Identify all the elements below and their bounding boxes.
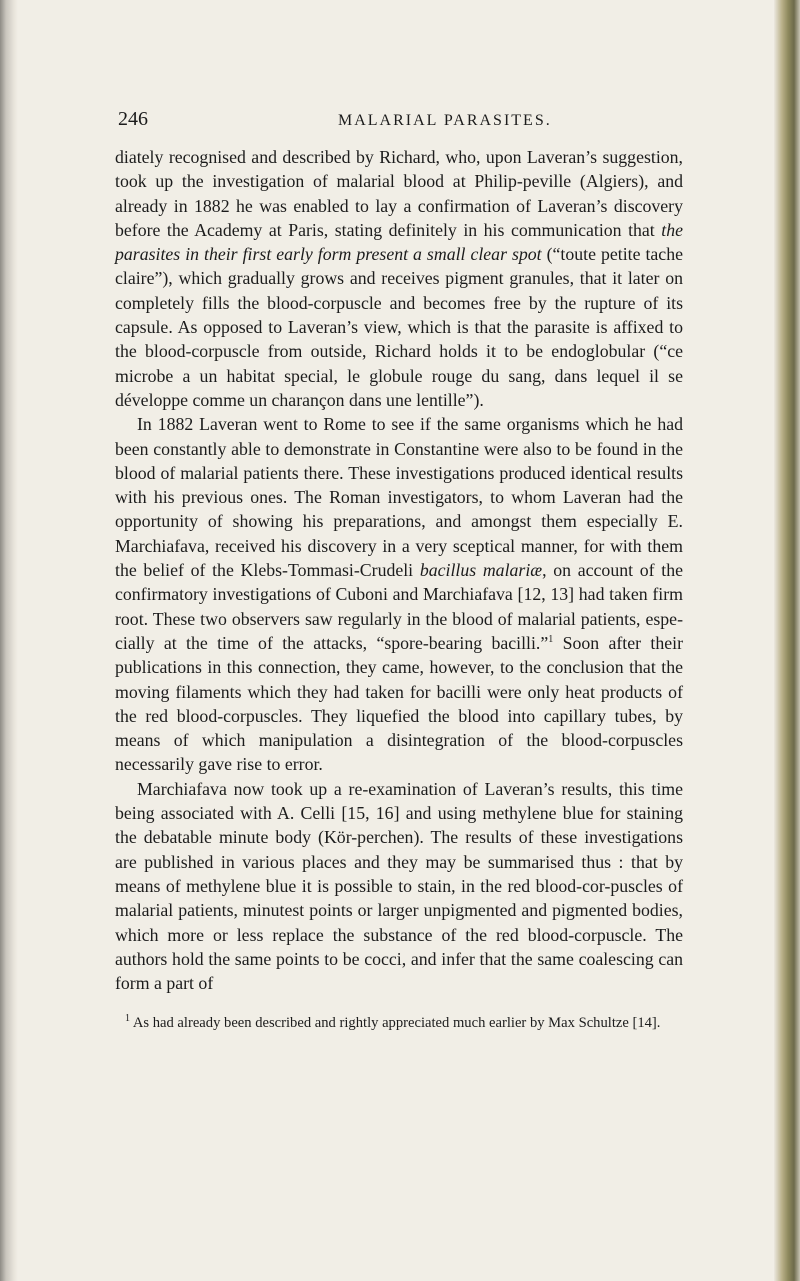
- italic-text: bacillus malariæ: [419, 560, 543, 581]
- italic-text: the parasites in their first early form present a small clear spot: [115, 219, 683, 265]
- text-run: In 1882 Laveran went to Rome to see if the same organisms which he had been constantly able to demonstrate in Constantine were also to be found in the blood of malarial patients there. These investigations produced identical results with his previous ones. The Roman investigators, to whom Laveran had the opportunity of showing his preparations, and amongst them especially E. Marchiafava, received his discovery in a very sceptical manner, for with them the belief of the Klebs-Tommasi-Crudeli: [115, 414, 683, 581]
- text-run: , on account of the confirmatory investigations of Cuboni and Marchiafava [12, 13] had taken firm root. These two observers saw regularly in the blood of malarial patients, espe-cially at the time of the attacks, “spore-bearing bacilli.”: [115, 560, 683, 653]
- page-right-edge: [774, 0, 800, 1281]
- paragraph: [115, 412, 683, 776]
- text-run: diately recognised and described by Richard, who, upon Laveran’s suggestion, took up the investigation of malarial blood at Philip-peville (Algiers), and already in 1882 he was enabled to lay a confirmation of Laveran’s discovery before the Academy at Paris, stating definitely in his communication that: [115, 147, 683, 240]
- running-title: MALARIAL PARASITES.: [338, 112, 552, 129]
- body-text: [115, 145, 683, 995]
- page-left-edge: [0, 0, 18, 1281]
- page-header: [118, 108, 718, 136]
- footnote: [115, 1013, 683, 1033]
- text-run: Soon after their publications in this connection, they came, however, to the conclusion that the moving filaments which they had taken for bacilli were only heat products of the red blood-corpuscles. They liquefied the blood into capillary tubes, by means of which manipulation a disintegration of the blood-corpuscles necessarily gave rise to error.: [115, 632, 683, 775]
- text-run: (“toute petite tache claire”), which gradually grows and receives pigment granules, that it later on completely fills the blood-corpuscle and becomes free by the rupture of its capsule. As opposed to Laveran’s view, which is that the parasite is affixed to the blood-corpuscle from outside, Richard holds it to be endoglobular (“ce microbe a un habitat special, le globule rouge du sang, dans lequel il se développe comme un charançon dans une lentille”).: [115, 244, 683, 410]
- footnote-reference: 1: [548, 634, 554, 646]
- page-number: 246: [118, 108, 148, 130]
- footnote-text: As had already been described and rightly appreciated much earlier by Max Schultze [14].: [130, 1015, 661, 1031]
- paragraph: Marchiafava now took up a re-examination of Laveran’s results, this time being associated with A. Celli [15, 16] and using methylene blue for staining the debatable minute body (Kör-perchen). The results of these investigations are published in various places and they may be summarised thus : that by means of methylene blue it is possible to stain, in the red blood-cor-puscles of malarial patients, minutest points or larger unpigmented and pigmented bodies, which more or less replace the substance of the red blood-corpuscle. The authors hold the same points to be cocci, and infer that the same coalescing can form a part of: [115, 778, 683, 994]
- paragraph: [115, 145, 683, 412]
- footnote-mark: 1: [125, 1013, 130, 1025]
